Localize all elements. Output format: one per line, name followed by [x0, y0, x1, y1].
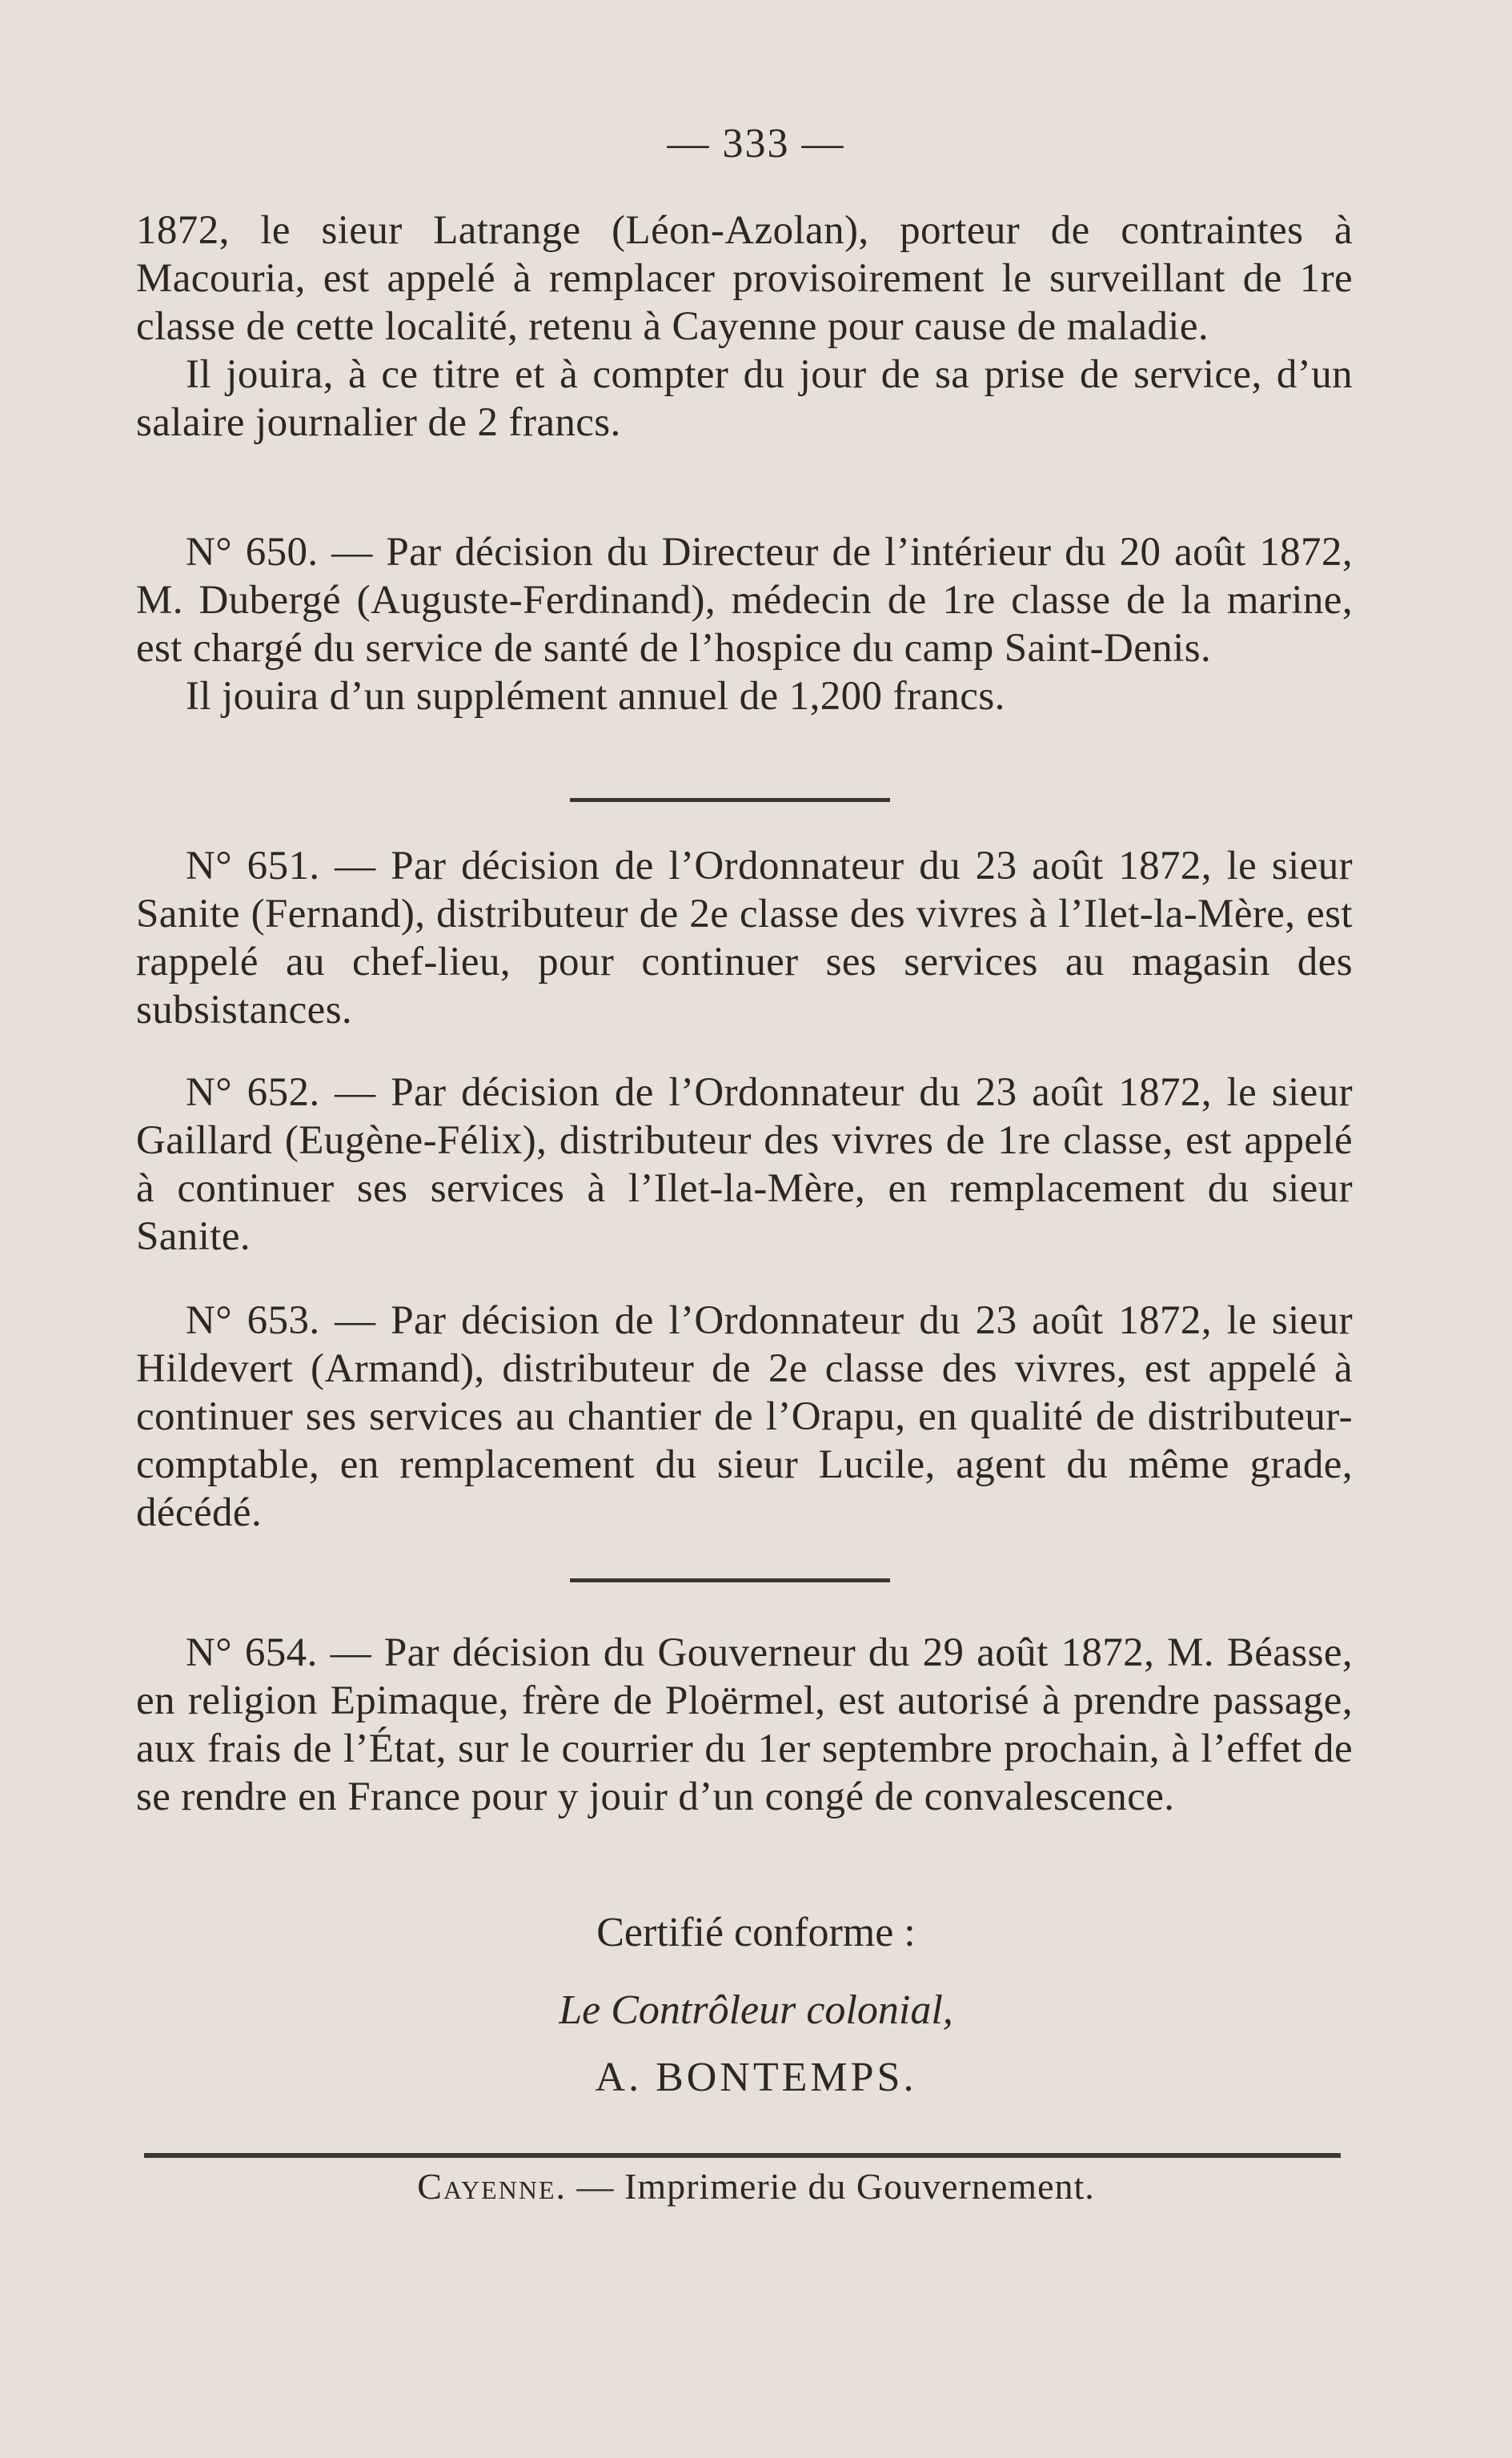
section-divider	[570, 798, 890, 802]
signatory-name: A. BONTEMPS.	[595, 2055, 917, 2100]
paragraph: N° 652. — Par décision de l’Ordonnateur du 23 août 1872, le sieur Gaillard (Eugène-Félix), distributeur des vivres de 1re classe, est appelé à continuer ses services à l’Ilet-la-Mère, en remplacement du sieur Sanite.	[136, 1070, 1353, 1259]
paragraph: N° 650. — Par décision du Directeur de l’intérieur du 20 août 1872, M. Dubergé (Auguste-Ferdinand), médecin de 1re classe de la marine, est chargé du service de santé de l’hospice du camp Saint-Denis.	[136, 530, 1353, 671]
entry-651	[136, 842, 1353, 1034]
entry-653	[136, 1297, 1353, 1537]
paragraph: N° 653. — Par décision de l’Ordonnateur du 23 août 1872, le sieur Hildevert (Armand), distributeur de 2e classe des vivres, est appelé à continuer ses services au chantier de l’Orapu, en qualité de distributeur-comptable, en remplacement du sieur Lucile, agent du même grade, décédé.	[136, 1298, 1353, 1535]
footer-rule	[144, 2153, 1341, 2158]
entry-continuation	[136, 207, 1353, 447]
certifier-title: Le Contrôleur colonial,	[559, 1987, 953, 2033]
printer-city: Cayenne.	[417, 2166, 567, 2207]
printer-imprint	[0, 2165, 1512, 2207]
paragraph: 1872, le sieur Latrange (Léon-Azolan), porteur de contraintes à Macouria, est appelé à remplacer provisoirement le surveillant de 1re classe de cette localité, retenu à Cayenne pour cause de maladie.	[136, 208, 1353, 349]
certification-line: Certifié conforme :	[596, 1910, 916, 1955]
page-number: — 333 —	[667, 121, 845, 166]
paragraph: N° 651. — Par décision de l’Ordonnateur du 23 août 1872, le sieur Sanite (Fernand), distributeur de 2e classe des vivres à l’Ilet-la-Mère, est rappelé au chef-lieu, pour continuer ses services au magasin des subsistances.	[136, 844, 1353, 1033]
printer-name: — Imprimerie du Gouvernement.	[567, 2166, 1095, 2207]
entry-654	[136, 1629, 1353, 1821]
paragraph: N° 654. — Par décision du Gouverneur du 29 août 1872, M. Béasse, en religion Epimaque, frère de Ploërmel, est autorisé à prendre passage, aux frais de l’État, sur le courrier du 1er septembre prochain, à l’effet de se rendre en France pour y jouir d’un congé de convalescence.	[136, 1630, 1353, 1819]
entry-650	[136, 528, 1353, 720]
paragraph: Il jouira, à ce titre et à compter du jour de sa prise de service, d’un salaire journalier de 2 francs.	[136, 352, 1353, 445]
section-divider	[570, 1578, 890, 1582]
paragraph: Il jouira d’un supplément annuel de 1,200 francs.	[186, 674, 1005, 719]
entry-652	[136, 1069, 1353, 1261]
